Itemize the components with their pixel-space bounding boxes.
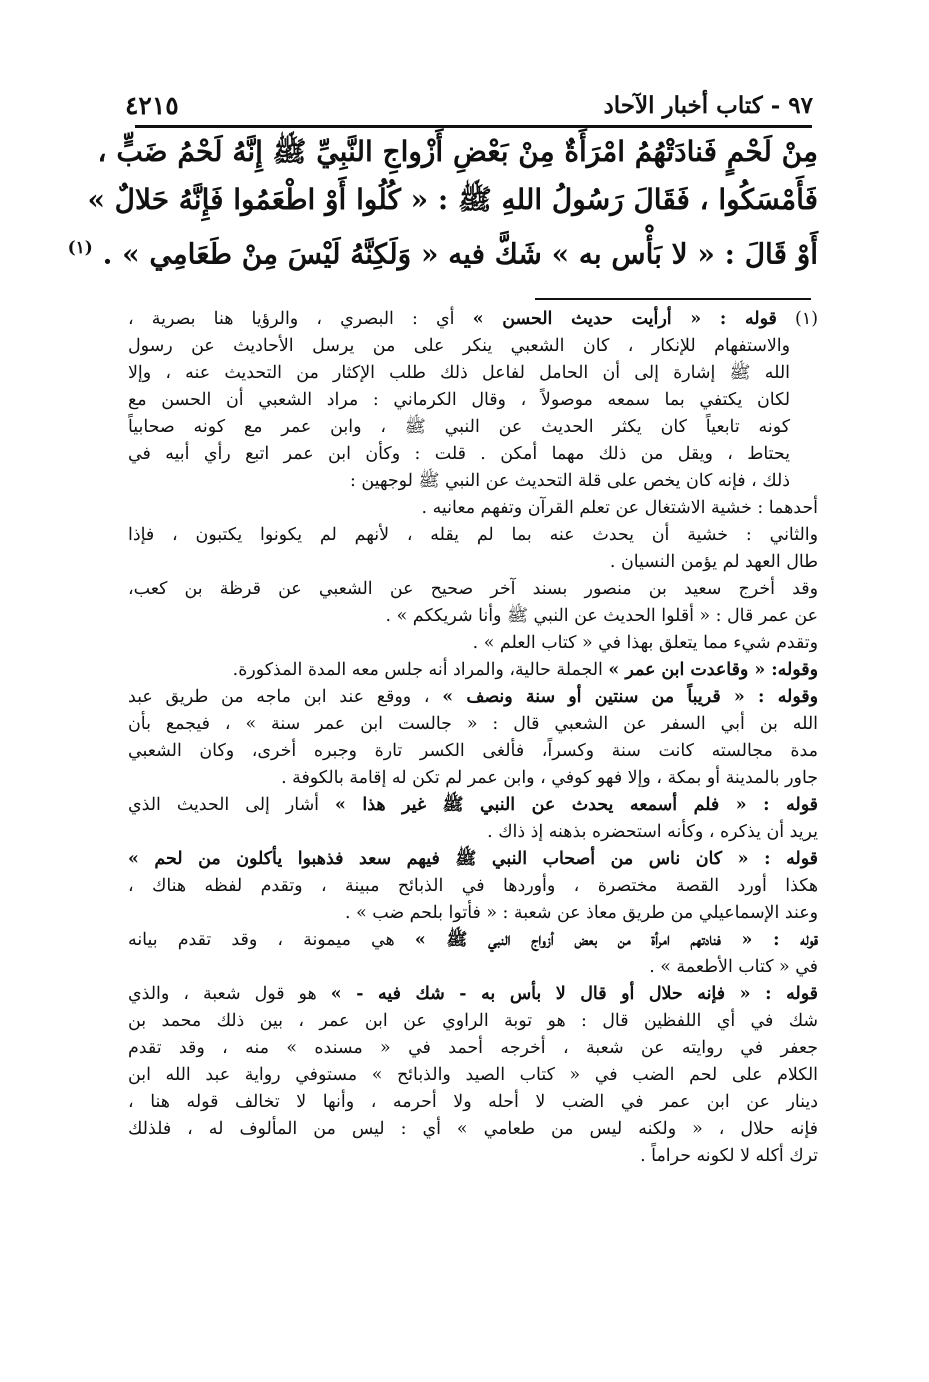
commentary-text: يريد أن يذكره ، وكأنه استحضره بذهنه إذ ذاك . xyxy=(487,822,818,842)
footnote-line xyxy=(128,846,818,873)
commentary-text: هي ميمونة ، وقد تقدم بيانه xyxy=(128,930,415,950)
footnote-line xyxy=(128,1035,818,1062)
commentary-text: أي : البصري ، والرؤيا هنا بصرية ، xyxy=(128,309,473,329)
commentary-lemma: قوله : « أرأيت حديث الحسن » xyxy=(472,309,777,329)
footnote-line xyxy=(128,576,818,603)
commentary-text: ذلك ، فإنه كان يخص على قلة التحديث عن النبي ﷺ لوجهين : xyxy=(350,471,790,491)
footnote-line xyxy=(128,1143,818,1170)
footnote-line xyxy=(128,360,818,387)
commentary-lemma: قوله : « فنادتهم امرأة من بعض أزواج النبي ﷺ » xyxy=(414,930,818,950)
commentary-lemma: قوله : « فإنه حلال أو قال لا بأس به - شك فيه - » xyxy=(330,984,818,1004)
footnote-line xyxy=(128,1008,818,1035)
footnote-line xyxy=(128,1116,818,1143)
footnote-number: (١) xyxy=(776,309,818,329)
footnote-line xyxy=(128,441,818,468)
commentary-text: وعند الإسماعيلي من طريق معاذ عن شعبة : « فأتوا بلحم ضب » . xyxy=(345,903,818,923)
commentary-text: عن عمر قال : « أقلوا الحديث عن النبي ﷺ وأنا شريككم » . xyxy=(385,606,818,626)
commentary-text: كونه تابعياً كان يكثر الحديث عن النبي ﷺ ، وابن عمر مع كونه صحابياً xyxy=(128,417,790,437)
commentary-lemma: وقوله : « قريباً من سنتين أو سنة ونصف » xyxy=(442,687,819,707)
commentary-text: الكلام على لحم الضب في « كتاب الصيد والذبائح » مستوفي رواية عبد الله ابن xyxy=(128,1065,818,1085)
commentary-text: شك في أي اللفظين قال : هو توبة الراوي عن ابن عمر ، بين ذلك محمد بن xyxy=(128,1011,818,1031)
commentary-text: والثاني : خشية أن يحدث عنه بما لم يقله ، لأنهم لم يكونوا يكتبون ، فإذا xyxy=(128,525,818,545)
footnote-line xyxy=(128,333,818,360)
commentary-text: وقد أخرج سعيد بن منصور بسند آخر صحيح عن الشعبي عن قرظة بن كعب، xyxy=(128,579,818,599)
footnote-line xyxy=(128,468,818,495)
footnote-line xyxy=(128,306,818,333)
footnote-line xyxy=(128,954,818,981)
footnote-line xyxy=(128,657,818,684)
footnote-line xyxy=(128,549,818,576)
footnote-line xyxy=(128,765,818,792)
footnote-line xyxy=(128,522,818,549)
commentary-text: دينار عن ابن عمر في الضب لا أحله ولا أحرمه ، وأنها لا تخالف قوله هنا ، xyxy=(128,1092,818,1112)
commentary-text: طال العهد لم يؤمن النسيان . xyxy=(609,552,818,572)
footnote-line xyxy=(128,387,818,414)
footnote-line xyxy=(128,792,818,819)
commentary-text: في « كتاب الأطعمة » . xyxy=(649,957,818,977)
commentary-text: ، ووقع عند ابن ماجه من طريق عبد xyxy=(128,687,443,707)
footnote-line xyxy=(128,981,818,1008)
commentary-text: الله ﷺ إشارة إلى أن الحامل لفاعل ذلك طلب الإكثار من التحديث عنه ، وإلا xyxy=(128,363,790,383)
commentary-text: وتقدم شيء مما يتعلق بهذا في « كتاب العلم » . xyxy=(472,633,818,653)
footnote-line xyxy=(128,927,818,954)
hadith-text xyxy=(67,128,818,272)
footnote-line xyxy=(128,603,818,630)
footnotes xyxy=(128,306,818,1170)
commentary-text: ترك أكله لا لكونه حراماً . xyxy=(640,1146,818,1166)
commentary-text: لكان يكتفي بما سمعه موصولاً ، وقال الكرماني : مراد الشعبي أن الحسن مع xyxy=(128,390,790,410)
commentary-lemma: وقوله: « وقاعدت ابن عمر » xyxy=(608,660,818,680)
footnote-line xyxy=(128,819,818,846)
hadith-line-text: أَوْ قَالَ : « لا بَأْس به » شَكَّ فيه « وَلَكِنَّهُ لَيْسَ مِنْ طَعَامِي » . xyxy=(102,237,818,271)
hadith-line: مِنْ لَحْمٍ فَنادَتْهُمُ امْرَأَةٌ مِنْ بَعْضِ أَزْواجِ النَّبِيِّ ﷺ إِنَّهُ لَحْمُ ضَبٍّ ، xyxy=(97,135,818,168)
footnote-marker: (١) xyxy=(67,238,93,258)
footnote-line xyxy=(128,630,818,657)
commentary-text: أحدهما : خشية الاشتغال عن تعلم القرآن وتفهم معانيه . xyxy=(421,498,818,518)
footnote-line xyxy=(128,414,818,441)
footnote-line xyxy=(128,711,818,738)
footnote-line xyxy=(128,495,818,522)
hadith-line xyxy=(67,224,818,272)
footnote-rule xyxy=(535,298,811,300)
commentary-text: جعفر في روايته عن شعبة ، أخرجه أحمد في « مسنده » منه ، وقد تقدم xyxy=(128,1038,818,1058)
footnote-line xyxy=(128,684,818,711)
commentary-text: الجملة حالية، والمراد أنه جلس معه المدة المذكورة. xyxy=(232,660,609,680)
page-header xyxy=(125,86,813,124)
commentary-text: الله بن أبي السفر عن الشعبي قال : « جالست ابن عمر سنة » ، فيجمع بأن xyxy=(128,714,818,734)
commentary-text: يحتاط ، ويقل من ذلك مهما أمكن . قلت : وكأن ابن عمر اتبع رأي أبيه في xyxy=(128,444,790,464)
commentary-text: أشار إلى الحديث الذي xyxy=(128,795,335,815)
commentary-text: فإنه حلال ، « ولكنه ليس من طعامي » أي : ليس من المألوف له ، فلذلك xyxy=(128,1119,818,1139)
commentary-text: هو قول شعبة ، والذي xyxy=(128,984,331,1004)
page-number: ٤٢١٥ xyxy=(125,90,179,120)
footnote-line xyxy=(128,1062,818,1089)
commentary-lemma: قوله : « كان ناس من أصحاب النبي ﷺ فيهم سعد فذهبوا يأكلون من لحم » xyxy=(128,849,818,869)
footnote-line xyxy=(128,738,818,765)
commentary-text: مدة مجالسته كانت سنة وكسراً، فألغى الكسر تارة وجبره أخرى، وكان الشعبي xyxy=(128,741,818,761)
hadith-line: فَأَمْسَكُوا ، فَقَالَ رَسُولُ اللهِ ﷺ : « كُلُوا أَوْ اطْعَمُوا فَإِنَّهُ حَلالٌ » xyxy=(87,183,818,216)
footnote-line xyxy=(128,1089,818,1116)
commentary-text: والاستفهام للإنكار ، كان الشعبي ينكر على من يرسل الأحاديث عن رسول xyxy=(128,336,790,356)
commentary-lemma: قوله : « فلم أسمعه يحدث عن النبي ﷺ غير هذا » xyxy=(334,795,818,815)
footnote-line xyxy=(128,873,818,900)
commentary-text: جاور بالمدينة أو بمكة ، وإلا فهو كوفي ، وابن عمر لم تكن له إقامة بالكوفة . xyxy=(281,768,818,788)
chapter-title: ٩٧ - كتاب أخبار الآحاد xyxy=(603,91,813,119)
commentary-text: هكذا أورد القصة مختصرة ، وأوردها في الذبائح مبينة ، وتقدم لفظه هناك ، xyxy=(128,876,818,896)
footnote-line xyxy=(128,900,818,927)
